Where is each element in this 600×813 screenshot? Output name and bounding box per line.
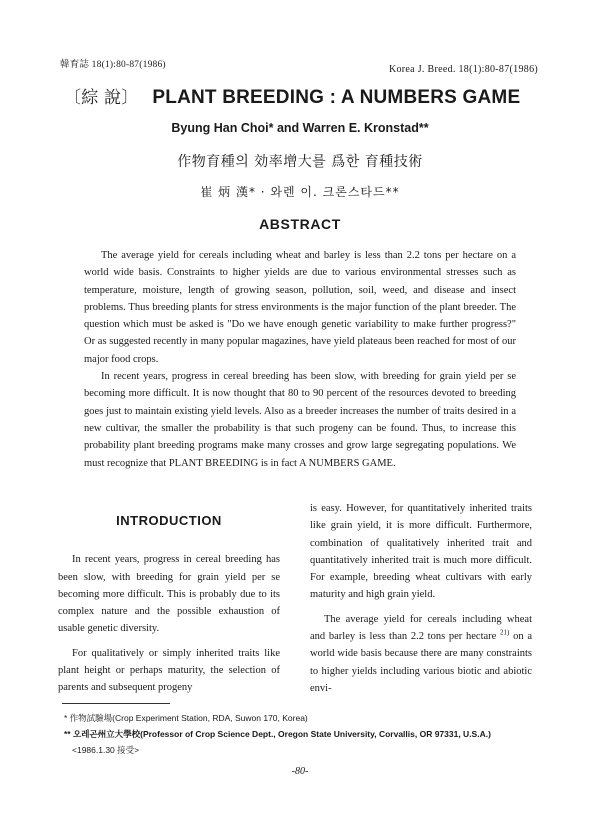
citation-reference: 21) [500,628,510,637]
korean-author-line: 崔 炳 漢* · 와렌 이. 크론스타드** [200,185,400,199]
paper-title [64,83,520,109]
body-text: on a world wide basis because there are many constraints to higher yields including various biotic and abiotic envi- [310,631,532,694]
running-header-english: Korea J. Breed. 18(1):80-87(1986) [388,64,538,75]
abstract-paragraph: In recent years, progress in cereal breeding has been slow, with breeding for grain yield per se becoming more difficult. It is now thought that 80 to 90 percent of the resources devoted to breeding goes just to maintain existing yield levels. Also as a breeder increases the number of traits desired in a new cultivar, the smaller the probability is that such progeny can be found. Thus, to increase this probability plant breeding programs make many crosses and grow large segregating populations. We must recognize that PLANT BREEDING is in fact A NUMBERS GAME. [84,371,516,469]
footnote-affiliation-2: ** 오레곤州立大學校(Professor of Crop Science Dept., Oregon State University, Corvallis, OR 97331, U.S.A.) [64,729,491,739]
korean-title: 作物育種의 効率增大를 爲한 育種技術 [177,154,423,170]
article-type-tag: 〔綜 說〕 [64,88,139,108]
abstract-body [84,247,516,472]
footnote-affiliation-1: * 作物試驗場(Crop Experiment Station, RDA, Suwon 170, Korea) [64,713,308,723]
author-line: Byung Han Choi* and Warren E. Kronstad** [171,121,429,135]
body-text: The average yield for cereals including wheat and barley is less than 2.2 tons per hectare [310,613,532,643]
introduction-heading: INTRODUCTION [116,513,222,528]
body-paragraph: is easy. However, for quantitatively inherited traits like grain yield, it is more difficult. Furthermore, combination of qualitatively inherited trait and quantitatively inherited trait is much more difficult. For example, breeding wheat cultivars with early maturity and high grain yield. [310,503,532,601]
body-paragraph: In recent years, progress in cereal breeding has been slow, with breeding for grain yield per se becoming more difficult. This is probably due to its complex nature and the possible exhaustion of usable genetic diversity. [58,554,280,635]
left-column [58,504,280,697]
abstract-heading: ABSTRACT [259,216,341,232]
body-paragraph [310,611,532,697]
page-number: -80- [291,766,309,777]
right-column [310,500,532,697]
footnote-divider [62,703,170,704]
received-date: <1986.1.30 接受> [72,745,140,755]
running-header-korean: 韓育誌 18(1):80-87(1986) [60,60,166,70]
body-paragraph: For qualitatively or simply inherited traits like plant height or perhaps maturity, the selection of parents and subsequent progeny [58,647,280,694]
abstract-paragraph: The average yield for cereals including wheat and barley is less than 2.2 tons per hectare on a world wide basis. Constraints to higher yields are due to various environmental stresses such as temperature, moisture, length of growing season, pollution, soil, weed, and disease and insect problems. Thus breeding plants for stress environments is the major function of the plant breeder. The question which must be asked is "Do we have enough genetic variability to make further progress?" Or as suggested recently in many popular magazines, have yield plateaus been reached for most of our major food crops. [84,250,516,365]
paper-title-text: PLANT BREEDING : A NUMBERS GAME [152,87,521,108]
